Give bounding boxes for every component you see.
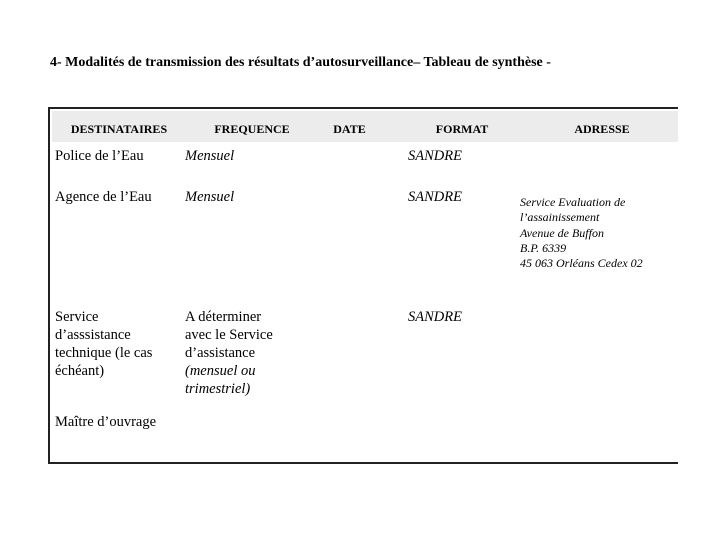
row3-format: SANDRE — [408, 309, 462, 325]
address-line: Avenue de Buffon — [520, 225, 604, 240]
row3-destinataire: Service d’asssistance technique (le cas échéant) — [55, 309, 153, 379]
row2-format: SANDRE — [408, 189, 462, 205]
synthesis-table — [48, 107, 678, 464]
header-adresse: ADRESSE — [574, 122, 630, 136]
row2-adresse — [520, 195, 675, 271]
row1-frequence: Mensuel — [185, 148, 235, 164]
row1-format: SANDRE — [408, 148, 462, 164]
address-line: 45 063 Orléans Cedex 02 — [520, 256, 643, 271]
row3-frequence — [185, 308, 290, 398]
address-line: l’assainissement — [520, 210, 600, 225]
row2-destinataire: Agence de l’Eau — [55, 189, 152, 205]
address-line: B.P. 6339 — [520, 240, 567, 255]
header-format: FORMAT — [435, 122, 489, 136]
row3-frequence-note: (mensuel ou trimestriel) — [185, 363, 256, 397]
row4-destinataire: Maître d’ouvrage — [55, 414, 157, 430]
document-title: 4- Modalités de transmission des résultats d’autosurveillance– Tableau de synthèse - — [50, 55, 551, 70]
row3-frequence-main: A déterminer avec le Service d’assistance — [185, 309, 273, 361]
header-frequence: FREQUENCE — [214, 122, 290, 136]
address-line: Service Evaluation de — [520, 195, 626, 209]
row2-frequence: Mensuel — [185, 189, 235, 205]
header-destinataires: DESTINATAIRES — [70, 122, 168, 136]
header-date: DATE — [333, 122, 366, 136]
table-header-row — [52, 111, 678, 142]
row1-destinataire: Police de l’Eau — [55, 148, 144, 164]
